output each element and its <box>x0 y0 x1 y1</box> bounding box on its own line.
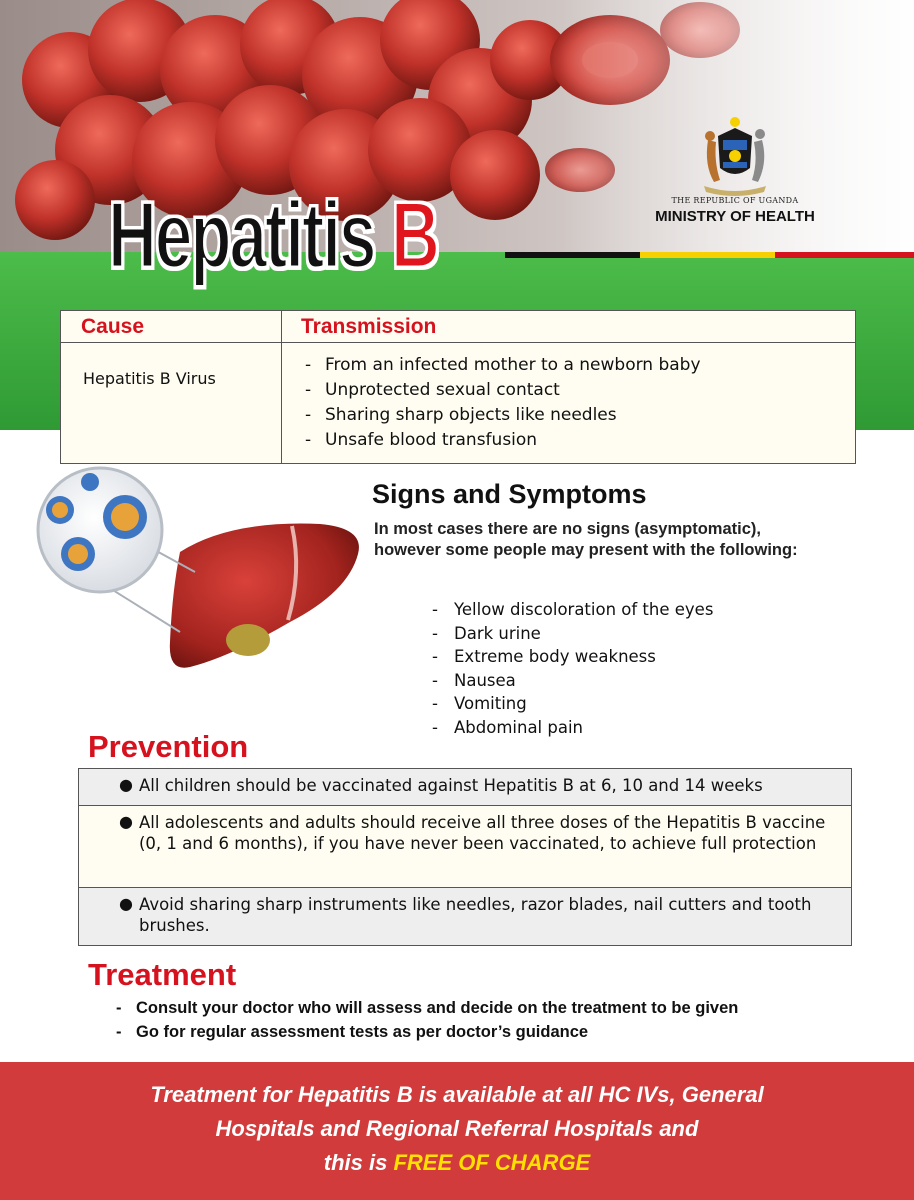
list-item: - Unprotected sexual contact <box>305 380 560 400</box>
transmission-list <box>305 353 701 453</box>
uganda-coat-of-arms-icon <box>690 110 780 200</box>
bullet-icon: ● <box>119 894 133 913</box>
prevention-row: ● Avoid sharing sharp instruments like needles, razor blades, nail cutters and tooth brushes. <box>79 887 851 945</box>
republic-label: THE REPUBLIC OF UGANDA <box>671 196 799 205</box>
footer-line-3-prefix: this is <box>323 1150 394 1175</box>
ministry-logo <box>640 196 830 225</box>
table-header-row <box>61 311 855 343</box>
treatment-list <box>116 996 738 1044</box>
table-column-divider <box>281 311 282 463</box>
prevention-row: ● All adolescents and adults should receive all three doses of the Hepatitis B vaccine (0, 1 and 6 months), if you have never been vaccinated, to achieve full protection <box>79 805 851 887</box>
liver-illustration <box>30 462 370 682</box>
list-item: - Vomiting <box>432 694 527 713</box>
list-item: - Consult your doctor who will assess and decide on the treatment to be given <box>116 999 739 1017</box>
bullet-icon: ● <box>119 775 133 794</box>
signs-intro: In most cases there are no signs (asymptomatic), however some people may present with the following: <box>374 520 798 559</box>
title-main: Hepatitis <box>108 182 392 287</box>
list-item: - Dark urine <box>432 623 541 643</box>
prevention-heading: Prevention <box>88 729 249 764</box>
treatment-heading: Treatment <box>88 957 237 992</box>
ministry-label: MINISTRY OF HEALTH <box>655 208 815 225</box>
list-item: - From an infected mother to a newborn baby <box>305 355 701 375</box>
prevention-row: ● All children should be vaccinated against Hepatitis B at 6, 10 and 14 weeks <box>79 769 851 805</box>
list-item: - Yellow discoloration of the eyes <box>432 600 714 619</box>
footer-banner <box>0 1062 914 1200</box>
list-item: - Go for regular assessment tests as per doctor’s guidance <box>116 1023 589 1041</box>
footer-line-1: Treatment for Hepatitis B is available at all HC IVs, General <box>150 1082 764 1107</box>
signs-title: Signs and Symptoms <box>372 479 647 509</box>
bullet-icon: ● <box>119 812 133 831</box>
list-item: - Extreme body weakness <box>432 647 656 666</box>
footer-message <box>0 1078 914 1180</box>
list-item: - Unsafe blood transfusion <box>305 430 538 450</box>
free-of-charge-highlight: FREE OF CHARGE <box>393 1150 591 1175</box>
cause-transmission-table <box>60 310 856 464</box>
symptoms-list <box>432 598 713 739</box>
list-item: - Nausea <box>432 670 516 690</box>
transmission-heading: Transmission <box>301 315 437 338</box>
page-title <box>108 182 438 287</box>
cause-value: Hepatitis B Virus <box>83 369 216 388</box>
list-item: - Abdominal pain <box>432 717 584 737</box>
cause-heading: Cause <box>81 315 145 338</box>
footer-line-2: Hospitals and Regional Referral Hospitals and <box>215 1116 699 1141</box>
list-item: - Sharing sharp objects like needles <box>305 405 617 425</box>
title-letter: B <box>391 182 438 287</box>
prevention-table <box>78 768 852 946</box>
